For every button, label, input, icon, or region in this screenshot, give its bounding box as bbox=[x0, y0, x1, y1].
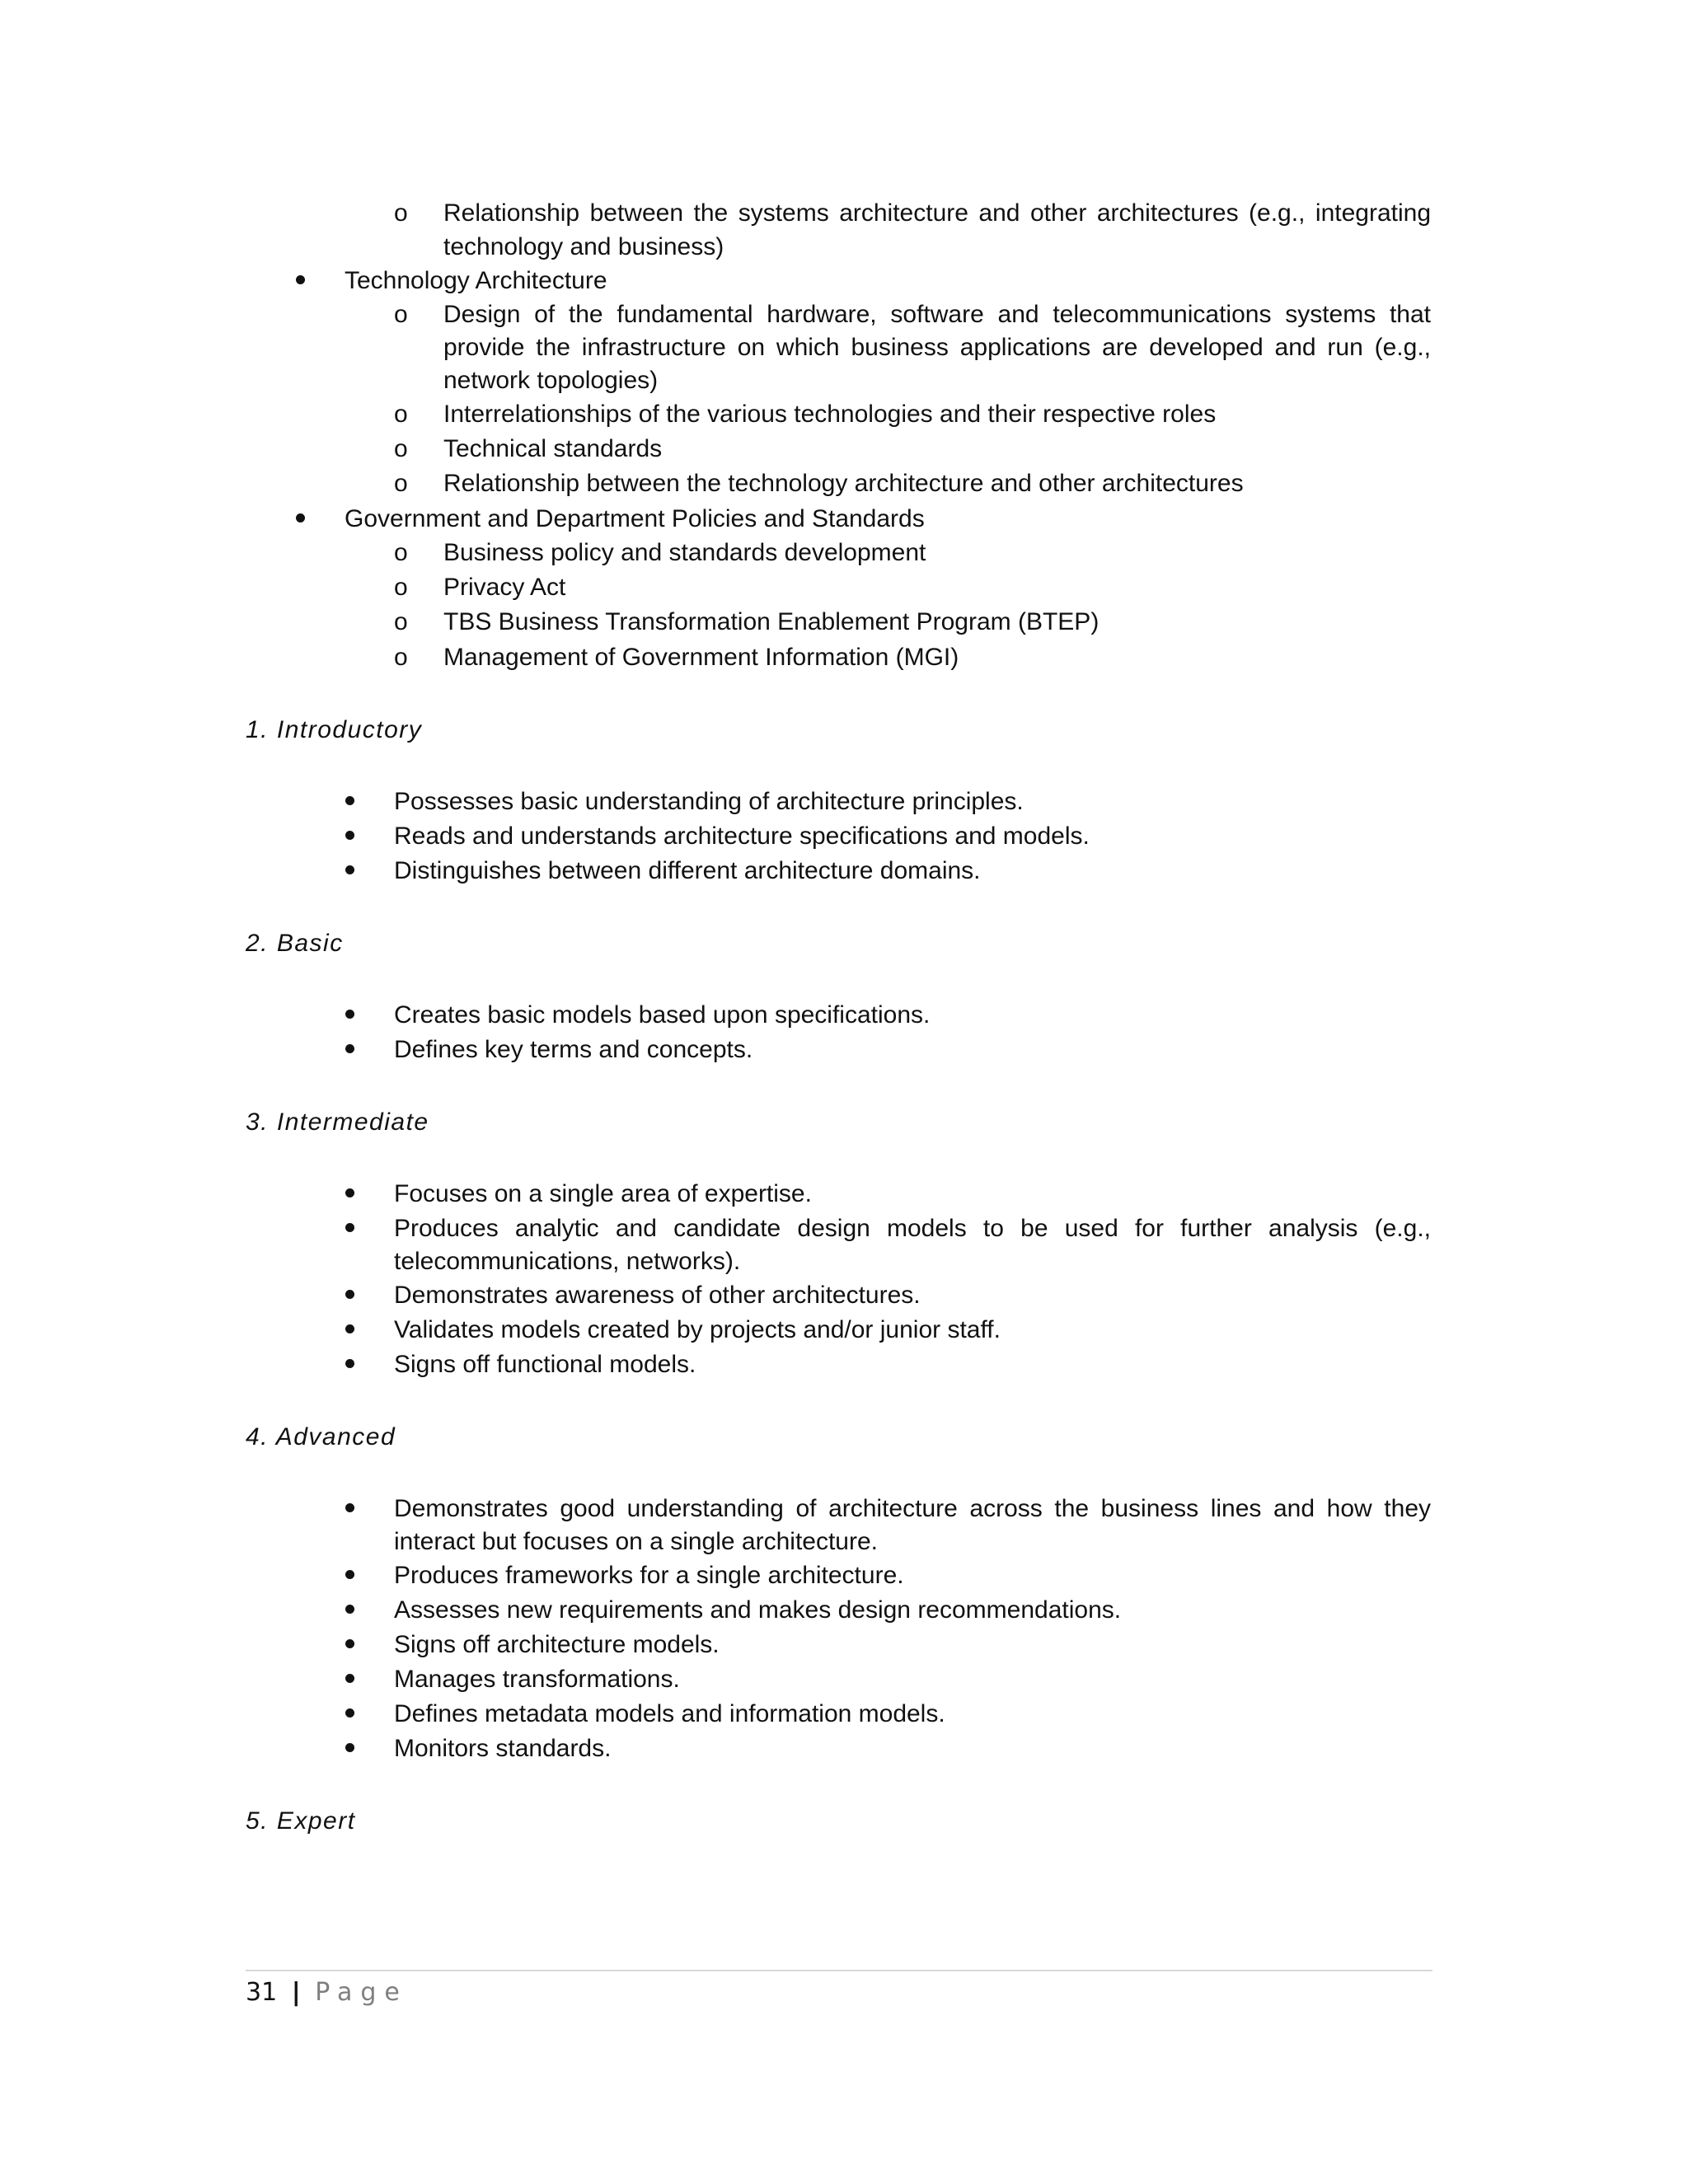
sub-bullet-marker: o bbox=[394, 574, 408, 601]
tech-design-line1: Design of the fundamental hardware, software and telecommunications systems that bbox=[443, 301, 1431, 328]
level-item: Signs off functional models. bbox=[394, 1351, 696, 1378]
level-item: Demonstrates good understanding of architecture across the business lines and how they bbox=[394, 1495, 1431, 1522]
tech-design-line2: provide the infrastructure on which business applications are developed and run (e.g., bbox=[443, 334, 1431, 361]
bullet-dot bbox=[345, 1708, 354, 1718]
level-item: Reads and understands architecture specifications and models. bbox=[394, 823, 1090, 850]
level-heading-introductory: 1. Introductory bbox=[246, 716, 423, 743]
sub-bullet-marker: o bbox=[394, 539, 408, 566]
bullet-dot bbox=[345, 1674, 354, 1683]
bullet-dot bbox=[345, 1605, 354, 1614]
bullet-dot bbox=[345, 1503, 354, 1512]
level-item: Possesses basic understanding of architecture principles. bbox=[394, 788, 1024, 815]
bullet-dot bbox=[345, 1570, 354, 1579]
bullet-dot bbox=[296, 275, 305, 284]
level-item: Defines key terms and concepts. bbox=[394, 1036, 753, 1063]
tech-architecture-item: Technology Architecture bbox=[345, 267, 607, 294]
gov-item: Privacy Act bbox=[443, 574, 566, 601]
bullet-dot bbox=[345, 1290, 354, 1299]
level-item-continuation: interact but focuses on a single architecture. bbox=[394, 1528, 878, 1555]
level-heading-expert: 5. Expert bbox=[246, 1807, 356, 1835]
sys-relationship-line1: Relationship between the systems architecture and other architectures (e.g., integrating bbox=[443, 199, 1431, 227]
level-item: Manages transformations. bbox=[394, 1666, 680, 1693]
sub-bullet-marker: o bbox=[394, 199, 408, 227]
footer-divider bbox=[246, 1970, 1432, 1971]
level-item: Distinguishes between different architecture domains. bbox=[394, 857, 981, 884]
bullet-dot bbox=[345, 1639, 354, 1648]
bullet-dot bbox=[345, 1188, 354, 1197]
gov-policies-item: Government and Department Policies and Standards bbox=[345, 505, 925, 532]
sub-bullet-marker: o bbox=[394, 401, 408, 428]
level-item: Produces frameworks for a single architecture. bbox=[394, 1562, 904, 1589]
tech-design-line3: network topologies) bbox=[443, 367, 659, 394]
level-item: Defines metadata models and information models. bbox=[394, 1700, 945, 1727]
bullet-dot bbox=[345, 831, 354, 840]
level-heading-basic: 2. Basic bbox=[246, 930, 344, 957]
level-item: Monitors standards. bbox=[394, 1735, 612, 1762]
level-heading-intermediate: 3. Intermediate bbox=[246, 1108, 429, 1136]
technical-standards: Technical standards bbox=[443, 435, 663, 462]
bullet-dot bbox=[345, 1223, 354, 1232]
page-label: Page bbox=[315, 1978, 408, 2007]
bullet-dot bbox=[345, 1359, 354, 1368]
tech-interrelationships: Interrelationships of the various technologies and their respective roles bbox=[443, 401, 1217, 428]
gov-item: TBS Business Transformation Enablement Program (BTEP) bbox=[443, 608, 1100, 635]
footer-separator: | bbox=[291, 1978, 301, 2007]
page-number: 31 bbox=[246, 1978, 278, 2007]
page-footer bbox=[246, 1976, 408, 2009]
bullet-dot bbox=[296, 513, 305, 523]
gov-item: Management of Government Information (MGI) bbox=[443, 644, 959, 671]
bullet-dot bbox=[345, 796, 354, 805]
bullet-dot bbox=[345, 1743, 354, 1752]
level-item: Assesses new requirements and makes design recommendations. bbox=[394, 1596, 1122, 1624]
sub-bullet-marker: o bbox=[394, 301, 408, 328]
level-item: Produces analytic and candidate design models to be used for further analysis (e.g., bbox=[394, 1215, 1431, 1242]
level-item: Signs off architecture models. bbox=[394, 1631, 720, 1658]
tech-relationship: Relationship between the technology architecture and other architectures bbox=[443, 470, 1244, 497]
bullet-dot bbox=[345, 1044, 354, 1053]
level-item: Creates basic models based upon specifications. bbox=[394, 1001, 931, 1029]
sub-bullet-marker: o bbox=[394, 608, 408, 635]
gov-item: Business policy and standards development bbox=[443, 539, 926, 566]
sub-bullet-marker: o bbox=[394, 644, 408, 671]
bullet-dot bbox=[345, 1324, 354, 1333]
level-item: Validates models created by projects and/or junior staff. bbox=[394, 1316, 1001, 1343]
sub-bullet-marker: o bbox=[394, 470, 408, 497]
level-item: Demonstrates awareness of other architectures. bbox=[394, 1282, 921, 1309]
level-item: Focuses on a single area of expertise. bbox=[394, 1180, 812, 1207]
level-item-continuation: telecommunications, networks). bbox=[394, 1248, 741, 1275]
sys-relationship-line2: technology and business) bbox=[443, 233, 724, 260]
sub-bullet-marker: o bbox=[394, 435, 408, 462]
bullet-dot bbox=[345, 1010, 354, 1019]
level-heading-advanced: 4. Advanced bbox=[246, 1423, 396, 1451]
bullet-dot bbox=[345, 865, 354, 874]
